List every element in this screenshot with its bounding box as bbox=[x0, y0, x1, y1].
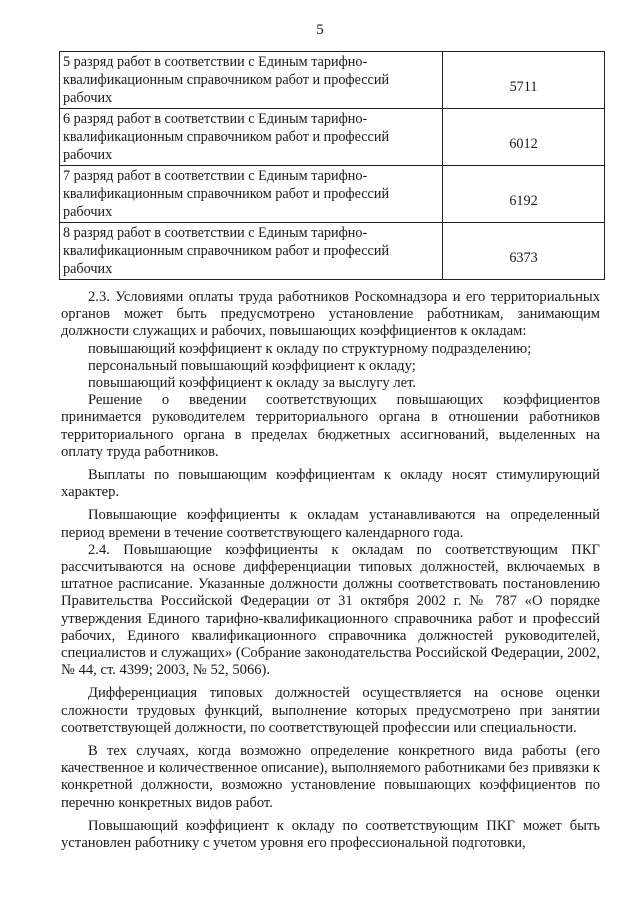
paragraph: Повышающий коэффициент к окладу по соответствующим ПКГ может быть установлен работнику с учетом уровня его профессиональной подготовки, bbox=[61, 817, 600, 852]
page-number: 5 bbox=[316, 22, 324, 38]
salary-value: 6192 bbox=[443, 166, 605, 223]
paragraph-2-4: 2.4. Повышающие коэффициенты к окладам по соответствующим ПКГ рассчитываются на основе дифференциации типовых должностей, включаемых в штатное расписание. Указанные должности должны соответствовать постановлению Правительства Российской Федерации от 31 октября 2002 г. № 787 «О порядке утверждения Единого тарифно-квалификационного справочника работ и профессий рабочих, Единого квалификационного справочника должностей руководителей, специалистов и служащих» (Собрание законодательства Российской Федерации, 2002, № 44, ст. 4399; 2003, № 52, 5066). bbox=[61, 541, 600, 679]
salary-value: 5711 bbox=[443, 52, 605, 109]
paragraph-2-3: 2.3. Условиями оплаты труда работников Роскомнадзора и его территориальных органов может быть предусмотрено установление работникам, занимающим должности служащих и рабочих, повышающих коэффициентов к окладам: bbox=[61, 289, 600, 340]
list-item: повышающий коэффициент к окладу за выслугу лет. bbox=[88, 375, 417, 392]
table-row bbox=[60, 223, 605, 280]
grade-description: 8 разряд работ в соответствии с Единым тарифно-квалификационным справочником работ и профессий рабочих bbox=[60, 223, 443, 280]
salary-value: 6373 bbox=[443, 223, 605, 280]
paragraph: Выплаты по повышающим коэффициентам к окладу носят стимулирующий характер. bbox=[61, 467, 600, 501]
table-row bbox=[60, 109, 605, 166]
grade-description: 6 разряд работ в соответствии с Единым тарифно-квалификационным справочником работ и профессий рабочих bbox=[60, 109, 443, 166]
paragraph: Решение о введении соответствующих повышающих коэффициентов принимается руководителем территориального органа в отношении работников территориального органа в пределах бюджетных ассигнований, выделенных на оплату труда работников. bbox=[61, 392, 600, 460]
salary-table bbox=[59, 51, 605, 280]
salary-value: 6012 bbox=[443, 109, 605, 166]
paragraph: Повышающие коэффициенты к окладам устанавливаются на определенный период времени в течение соответствующего календарного года. bbox=[61, 507, 600, 541]
document-body bbox=[61, 289, 600, 852]
paragraph: Дифференциация типовых должностей осуществляется на основе оценки сложности трудовых функций, выполнение которых предусмотрено при занятии соответствующей должности, по соответствующей профессии или специальности. bbox=[61, 685, 600, 736]
table-row bbox=[60, 52, 605, 109]
paragraph: В тех случаях, когда возможно определение конкретного вида работы (его качественное и количественное описание), выполняемого работниками без привязки к конкретной должности, возможно установление повышающих коэффициентов по перечню конкретных видов работ. bbox=[61, 743, 600, 811]
list-item: персональный повышающий коэффициент к окладу; bbox=[88, 357, 416, 374]
grade-description: 5 разряд работ в соответствии с Единым тарифно-квалификационным справочником работ и профессий рабочих bbox=[60, 52, 443, 109]
list-item: повышающий коэффициент к окладу по структурному подразделению; bbox=[88, 340, 532, 357]
table-row bbox=[60, 166, 605, 223]
grade-description: 7 разряд работ в соответствии с Единым тарифно-квалификационным справочником работ и профессий рабочих bbox=[60, 166, 443, 223]
